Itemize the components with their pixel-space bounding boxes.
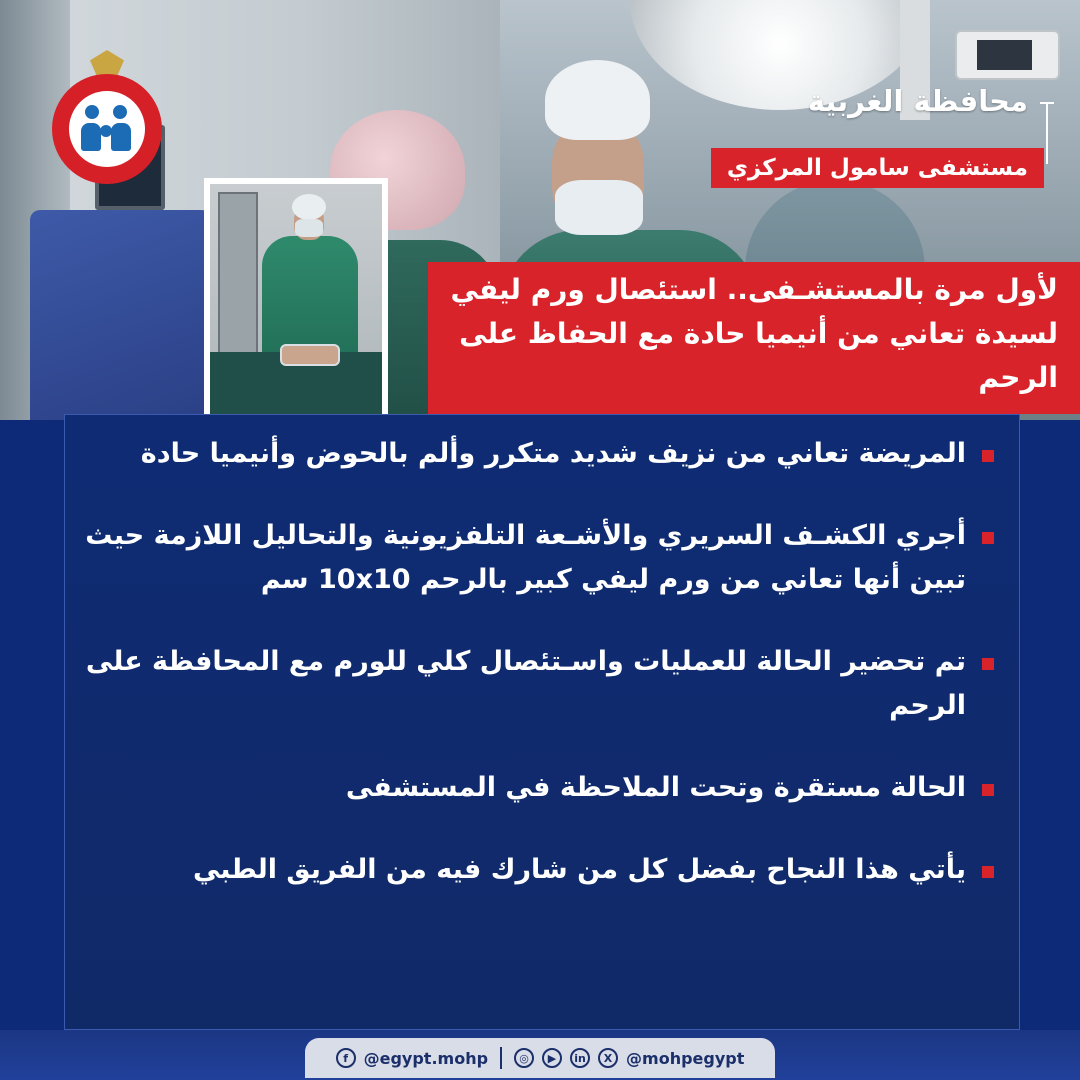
headline: لأول مرة بالمستشـفى.. استئصال ورم ليفي لسيدة تعاني من أنيميا حادة مع الحفاظ على الرحم — [450, 273, 1058, 394]
facebook-icon[interactable]: f — [336, 1048, 356, 1068]
youtube-icon[interactable]: ▶ — [542, 1048, 562, 1068]
eagle-emblem-icon — [90, 50, 124, 76]
wall-device — [955, 30, 1060, 80]
hospital-name: مستشفى سامول المركزي — [726, 155, 1028, 181]
hospital-name-badge — [711, 148, 1044, 188]
social-footer — [305, 1038, 775, 1078]
inset-photo — [210, 184, 382, 416]
list-item: تم تحضير الحالة للعمليات واسـتئصال كلي للورم مع المحافظة على الرحم — [74, 640, 994, 728]
list-item: المريضة تعاني من نزيف شديد متكرر وألم بالحوض وأنيميا حادة — [74, 432, 994, 476]
bullet-square-icon — [982, 532, 994, 544]
bullet-square-icon — [982, 866, 994, 878]
surgical-drape — [30, 210, 230, 420]
linkedin-icon[interactable]: in — [570, 1048, 590, 1068]
bullet-square-icon — [982, 450, 994, 462]
inset-photo-frame — [204, 178, 388, 422]
list-item: يأتي هذا النجاح بفضل كل من شارك فيه من الفريق الطبي — [74, 848, 994, 892]
x-icon[interactable]: X — [598, 1048, 618, 1068]
footer-divider — [500, 1047, 502, 1069]
social-handle[interactable]: @mohpegypt — [626, 1048, 745, 1068]
decor-line-vertical — [1046, 102, 1048, 164]
bullet-square-icon — [982, 658, 994, 670]
bullet-list — [74, 432, 994, 892]
list-item: الحالة مستقرة وتحت الملاحظة في المستشفى — [74, 766, 994, 810]
ministry-logo — [52, 50, 162, 190]
bullet-square-icon — [982, 784, 994, 796]
instagram-icon[interactable]: ◎ — [514, 1048, 534, 1068]
governorate-title: محافظة الغربية — [807, 84, 1028, 118]
list-item: أجري الكشـف السريري والأشـعة التلفزيونية والتحاليل اللازمة حيث تبين أنها تعاني من ورم ليفي كبير بالرحم 10x10 سم — [74, 514, 994, 602]
facebook-handle[interactable]: @egypt.mohp — [363, 1048, 489, 1068]
logo-circle — [52, 74, 162, 184]
